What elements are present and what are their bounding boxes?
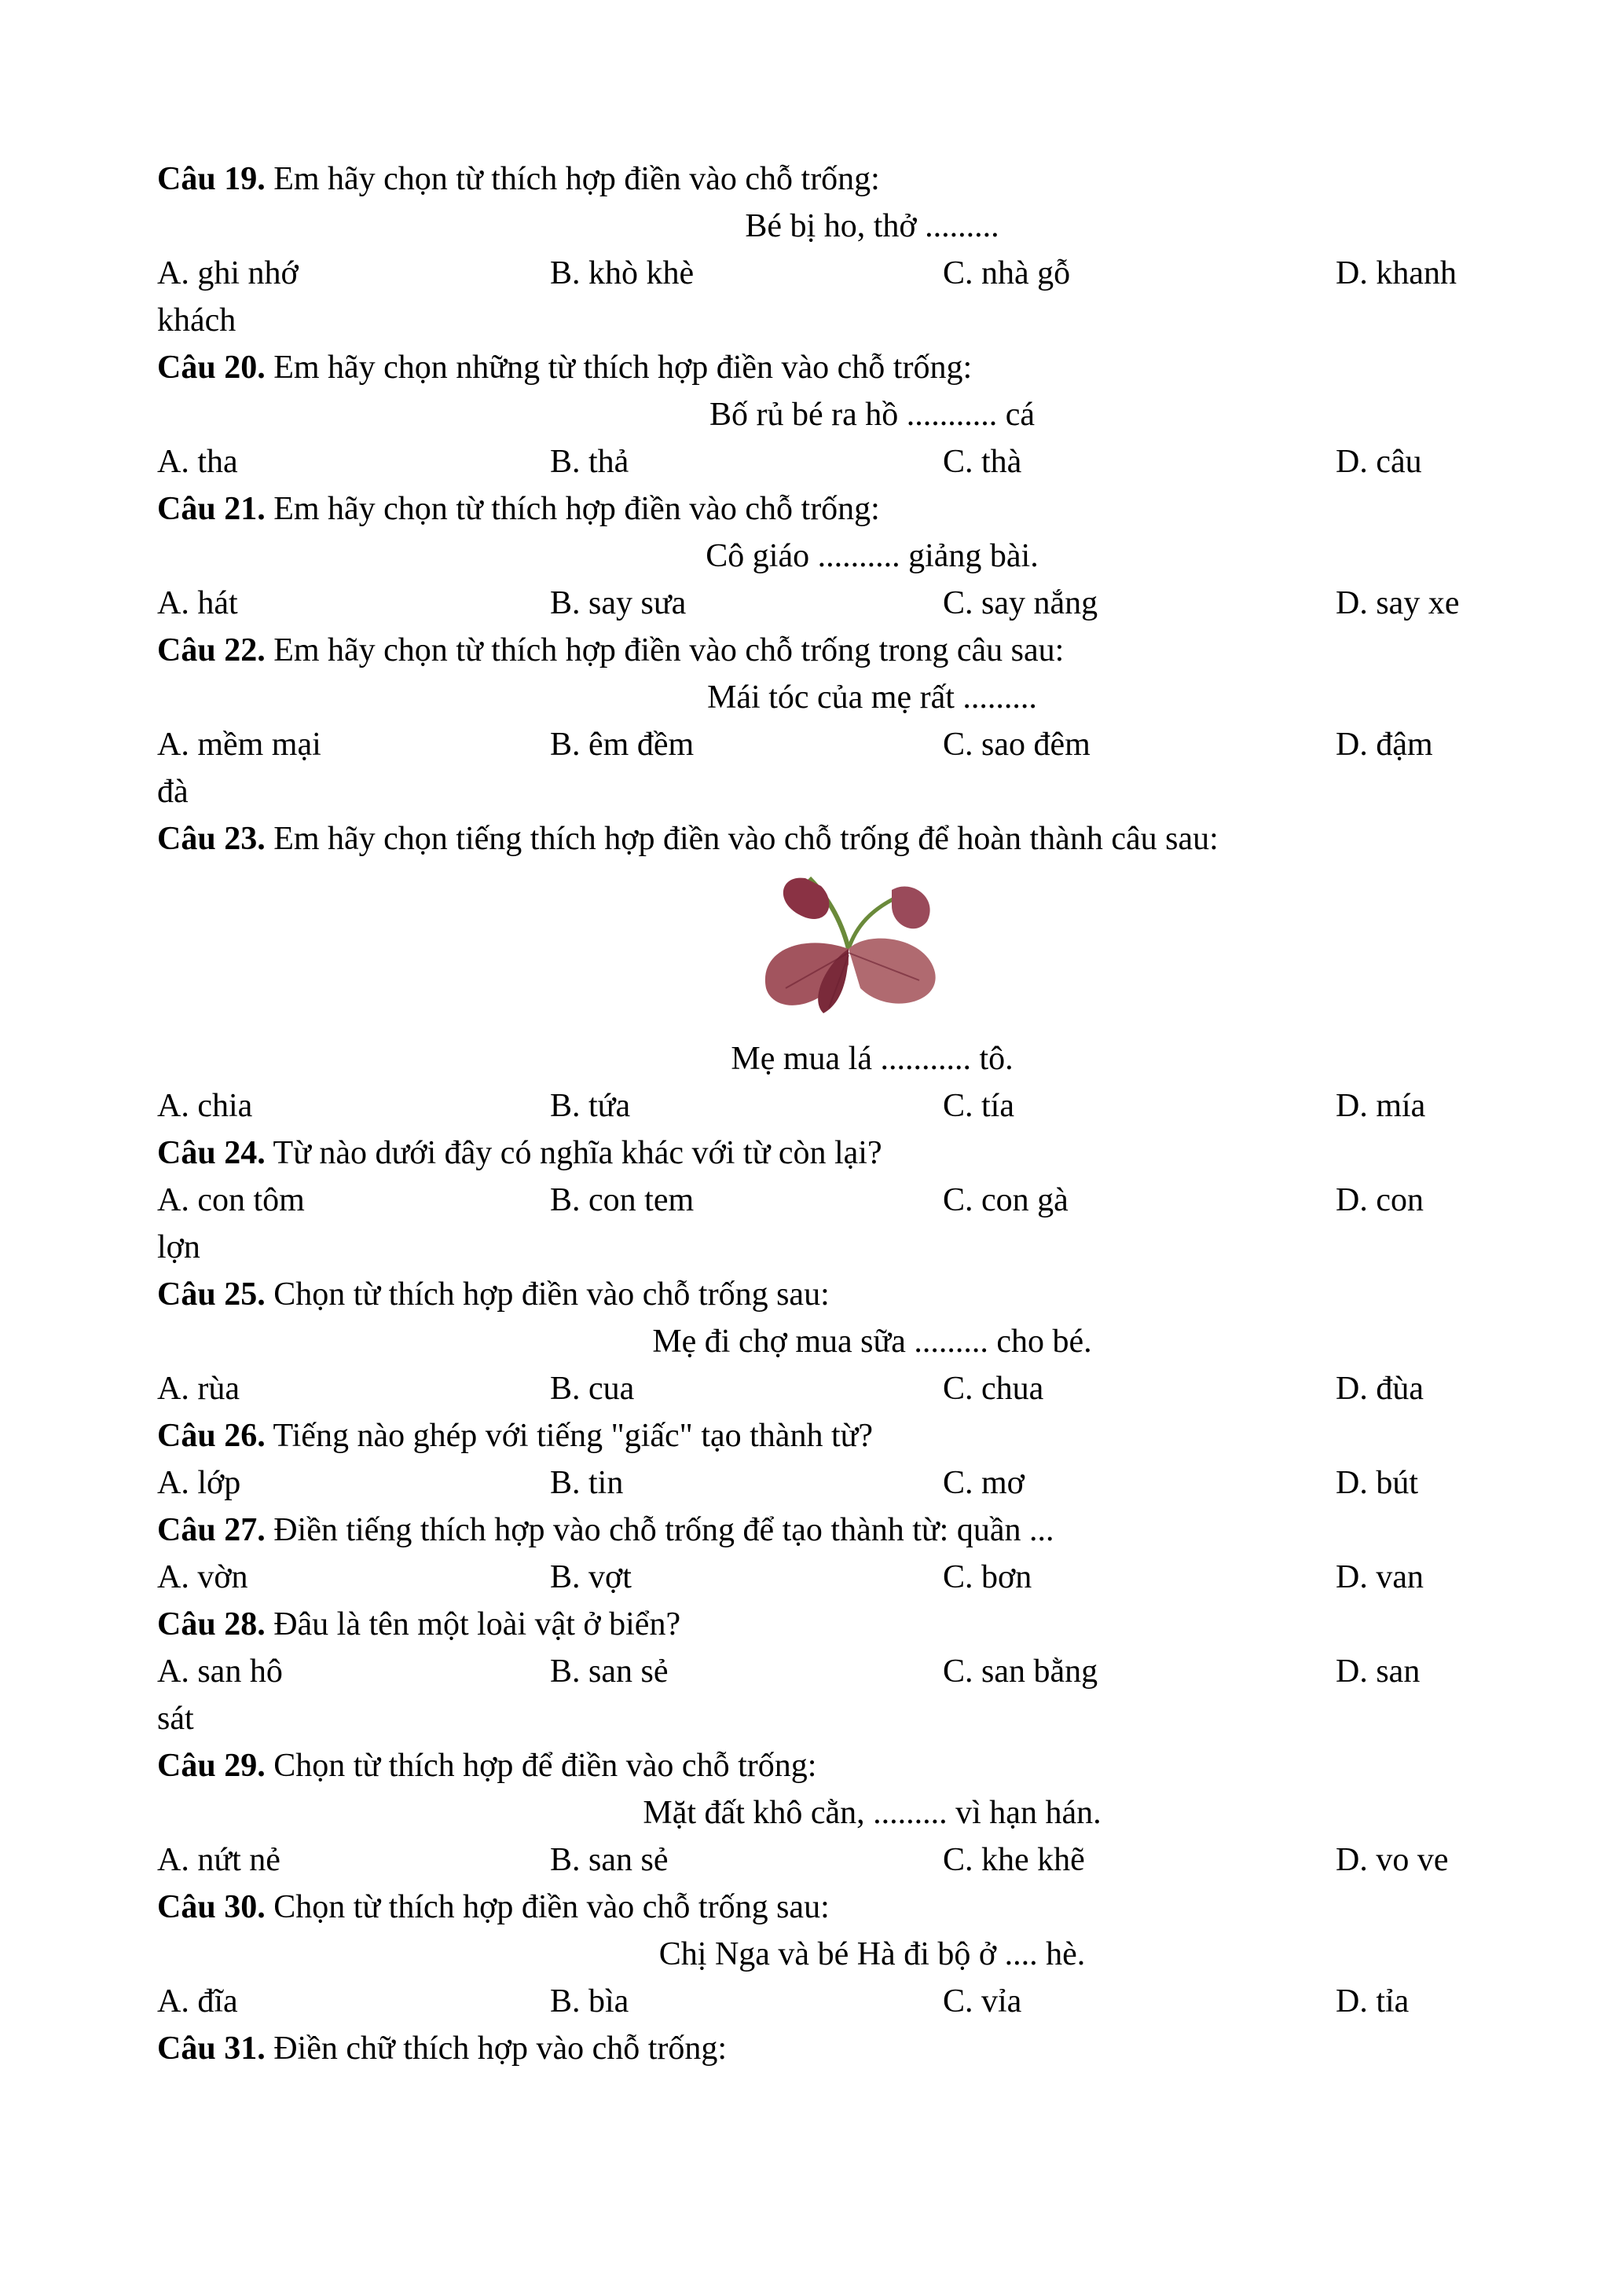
- option-d[interactable]: D. say xe: [1336, 585, 1460, 621]
- option-c[interactable]: C. vỉa: [943, 1983, 1022, 2020]
- spacer: [157, 1020, 1493, 1035]
- option-c[interactable]: C. say nắng: [943, 585, 1098, 621]
- option-c[interactable]: C. con gà: [943, 1182, 1069, 1218]
- perilla-leaf-image: [731, 862, 966, 1020]
- option-c[interactable]: C. nhà gỗ: [943, 255, 1071, 291]
- question-number: Câu 31.: [157, 2031, 266, 2067]
- question-prompt: Tiếng nào ghép với tiếng "giấc" tạo thành từ?: [273, 1418, 874, 1454]
- option-a[interactable]: A. con tôm: [157, 1182, 305, 1218]
- option-b[interactable]: B. cua: [550, 1371, 635, 1407]
- question-prompt: Điền chữ thích hợp vào chỗ trống:: [273, 2031, 728, 2067]
- answer-options: [157, 1978, 1493, 2025]
- question-number: Câu 23.: [157, 821, 266, 857]
- option-d-continuation: sát: [157, 1701, 194, 1737]
- answer-options: [157, 1177, 1493, 1224]
- question-prompt: Đâu là tên một loài vật ở biển?: [273, 1606, 681, 1642]
- option-b[interactable]: B. bìa: [550, 1983, 629, 2020]
- option-b[interactable]: B. êm đềm: [550, 727, 695, 763]
- question-sentence: Mặt đất khô cằn, ......... vì hạn hán.: [643, 1795, 1102, 1831]
- option-b[interactable]: B. san sẻ: [550, 1653, 669, 1690]
- option-a[interactable]: A. ghi nhớ: [157, 255, 299, 291]
- option-d[interactable]: D. van: [1336, 1559, 1424, 1595]
- option-c[interactable]: C. mơ: [943, 1465, 1025, 1501]
- question-figure: [157, 862, 1493, 1020]
- option-a[interactable]: A. hát: [157, 585, 238, 621]
- option-d[interactable]: D. tỉa: [1336, 1983, 1410, 2020]
- option-b[interactable]: B. vợt: [550, 1559, 632, 1595]
- answer-options: [157, 1459, 1493, 1507]
- question-prompt: Em hãy chọn từ thích hợp điền vào chỗ trống:: [273, 161, 880, 197]
- option-b[interactable]: B. san sẻ: [550, 1842, 669, 1878]
- option-d[interactable]: D. bút: [1336, 1465, 1418, 1501]
- question-prompt: Em hãy chọn tiếng thích hợp điền vào chỗ trống để hoàn thành câu sau:: [273, 821, 1219, 857]
- option-a[interactable]: A. mềm mại: [157, 727, 321, 763]
- question-list: [157, 156, 1493, 2072]
- answer-options: [157, 721, 1493, 768]
- option-a[interactable]: A. lớp: [157, 1465, 241, 1501]
- answer-options: [157, 1648, 1493, 1695]
- option-a[interactable]: A. tha: [157, 444, 238, 480]
- option-a[interactable]: A. rùa: [157, 1371, 240, 1407]
- option-d[interactable]: D. vo ve: [1336, 1842, 1449, 1878]
- question-prompt: Điền tiếng thích hợp vào chỗ trống để tạo thành từ: quần ...: [273, 1512, 1054, 1548]
- option-d[interactable]: D. san: [1336, 1653, 1421, 1690]
- option-b[interactable]: B. say sưa: [550, 585, 687, 621]
- answer-options: [157, 250, 1493, 297]
- option-d-continuation: lợn: [157, 1229, 200, 1265]
- option-d[interactable]: D. mía: [1336, 1088, 1426, 1124]
- option-d[interactable]: D. khanh: [1336, 255, 1457, 291]
- question-number: Câu 19.: [157, 161, 266, 197]
- option-a[interactable]: A. san hô: [157, 1653, 283, 1690]
- question-header: [157, 1412, 1493, 1459]
- option-c[interactable]: C. sao đêm: [943, 727, 1091, 763]
- question-prompt: Em hãy chọn từ thích hợp điền vào chỗ trống:: [273, 491, 880, 527]
- answer-options: [157, 1365, 1493, 1412]
- option-b[interactable]: B. thả: [550, 444, 629, 480]
- question-number: Câu 25.: [157, 1276, 266, 1313]
- question-sentence: Bố rủ bé ra hồ ........... cá: [709, 397, 1036, 433]
- option-c[interactable]: C. khe khẽ: [943, 1842, 1085, 1878]
- question-number: Câu 27.: [157, 1512, 266, 1548]
- option-d[interactable]: D. câu: [1336, 444, 1422, 480]
- question-number: Câu 30.: [157, 1889, 266, 1925]
- question-number: Câu 22.: [157, 632, 266, 668]
- question-prompt: Em hãy chọn những từ thích hợp điền vào chỗ trống:: [273, 350, 973, 386]
- question-header: [157, 344, 1493, 391]
- question-sentence: Chị Nga và bé Hà đi bộ ở .... hè.: [658, 1936, 1086, 1972]
- question-header: [157, 156, 1493, 203]
- question-prompt: Chọn từ thích hợp để điền vào chỗ trống:: [273, 1748, 817, 1784]
- question-sentence: Mẹ đi chợ mua sữa ......... cho bé.: [652, 1324, 1092, 1360]
- answer-options: [157, 1836, 1493, 1884]
- option-b[interactable]: B. tin: [550, 1465, 624, 1501]
- question-sentence: Bé bị ho, thở .........: [745, 208, 999, 244]
- question-header: [157, 1130, 1493, 1177]
- question-header: [157, 1601, 1493, 1648]
- option-d[interactable]: D. đậm: [1336, 727, 1433, 763]
- option-a[interactable]: A. nứt nẻ: [157, 1842, 280, 1878]
- option-d-continuation: đà: [157, 774, 189, 810]
- answer-options: [157, 580, 1493, 627]
- answer-options: [157, 1554, 1493, 1601]
- question-number: Câu 29.: [157, 1748, 266, 1784]
- answer-options: [157, 1082, 1493, 1130]
- option-b[interactable]: B. khò khè: [550, 255, 695, 291]
- option-d[interactable]: D. đùa: [1336, 1371, 1424, 1407]
- question-sentence: Mẹ mua lá ........... tô.: [731, 1041, 1014, 1077]
- option-a[interactable]: A. chia: [157, 1088, 253, 1124]
- question-header: [157, 1742, 1493, 1789]
- question-prompt: Em hãy chọn từ thích hợp điền vào chỗ trống trong câu sau:: [273, 632, 1065, 668]
- answer-options: [157, 438, 1493, 485]
- question-header: [157, 627, 1493, 674]
- question-header: [157, 2025, 1493, 2072]
- option-b[interactable]: B. tứa: [550, 1088, 631, 1124]
- question-prompt: Từ nào dưới đây có nghĩa khác với từ còn lại?: [273, 1135, 882, 1171]
- option-c[interactable]: C. thà: [943, 444, 1022, 480]
- question-header: [157, 1507, 1493, 1554]
- question-sentence: Cô giáo .......... giảng bài.: [706, 538, 1039, 574]
- question-prompt: Chọn từ thích hợp điền vào chỗ trống sau:: [273, 1276, 830, 1313]
- question-header: [157, 1271, 1493, 1318]
- option-a[interactable]: A. đĩa: [157, 1983, 238, 2020]
- question-number: Câu 24.: [157, 1135, 266, 1171]
- question-header: [157, 485, 1493, 533]
- question-prompt: Chọn từ thích hợp điền vào chỗ trống sau:: [273, 1889, 830, 1925]
- question-number: Câu 26.: [157, 1418, 266, 1454]
- option-d-continuation: khách: [157, 302, 236, 339]
- question-number: Câu 21.: [157, 491, 266, 527]
- option-a[interactable]: A. vờn: [157, 1559, 248, 1595]
- option-c[interactable]: C. chua: [943, 1371, 1044, 1407]
- question-header: [157, 815, 1493, 862]
- option-c[interactable]: C. tía: [943, 1088, 1014, 1124]
- option-d[interactable]: D. con: [1336, 1182, 1424, 1218]
- question-number: Câu 28.: [157, 1606, 266, 1642]
- option-c[interactable]: C. bơn: [943, 1559, 1032, 1595]
- question-number: Câu 20.: [157, 350, 266, 386]
- option-c[interactable]: C. san bằng: [943, 1653, 1098, 1690]
- question-sentence: Mái tóc của mẹ rất .........: [707, 679, 1037, 716]
- option-b[interactable]: B. con tem: [550, 1182, 695, 1218]
- question-header: [157, 1884, 1493, 1931]
